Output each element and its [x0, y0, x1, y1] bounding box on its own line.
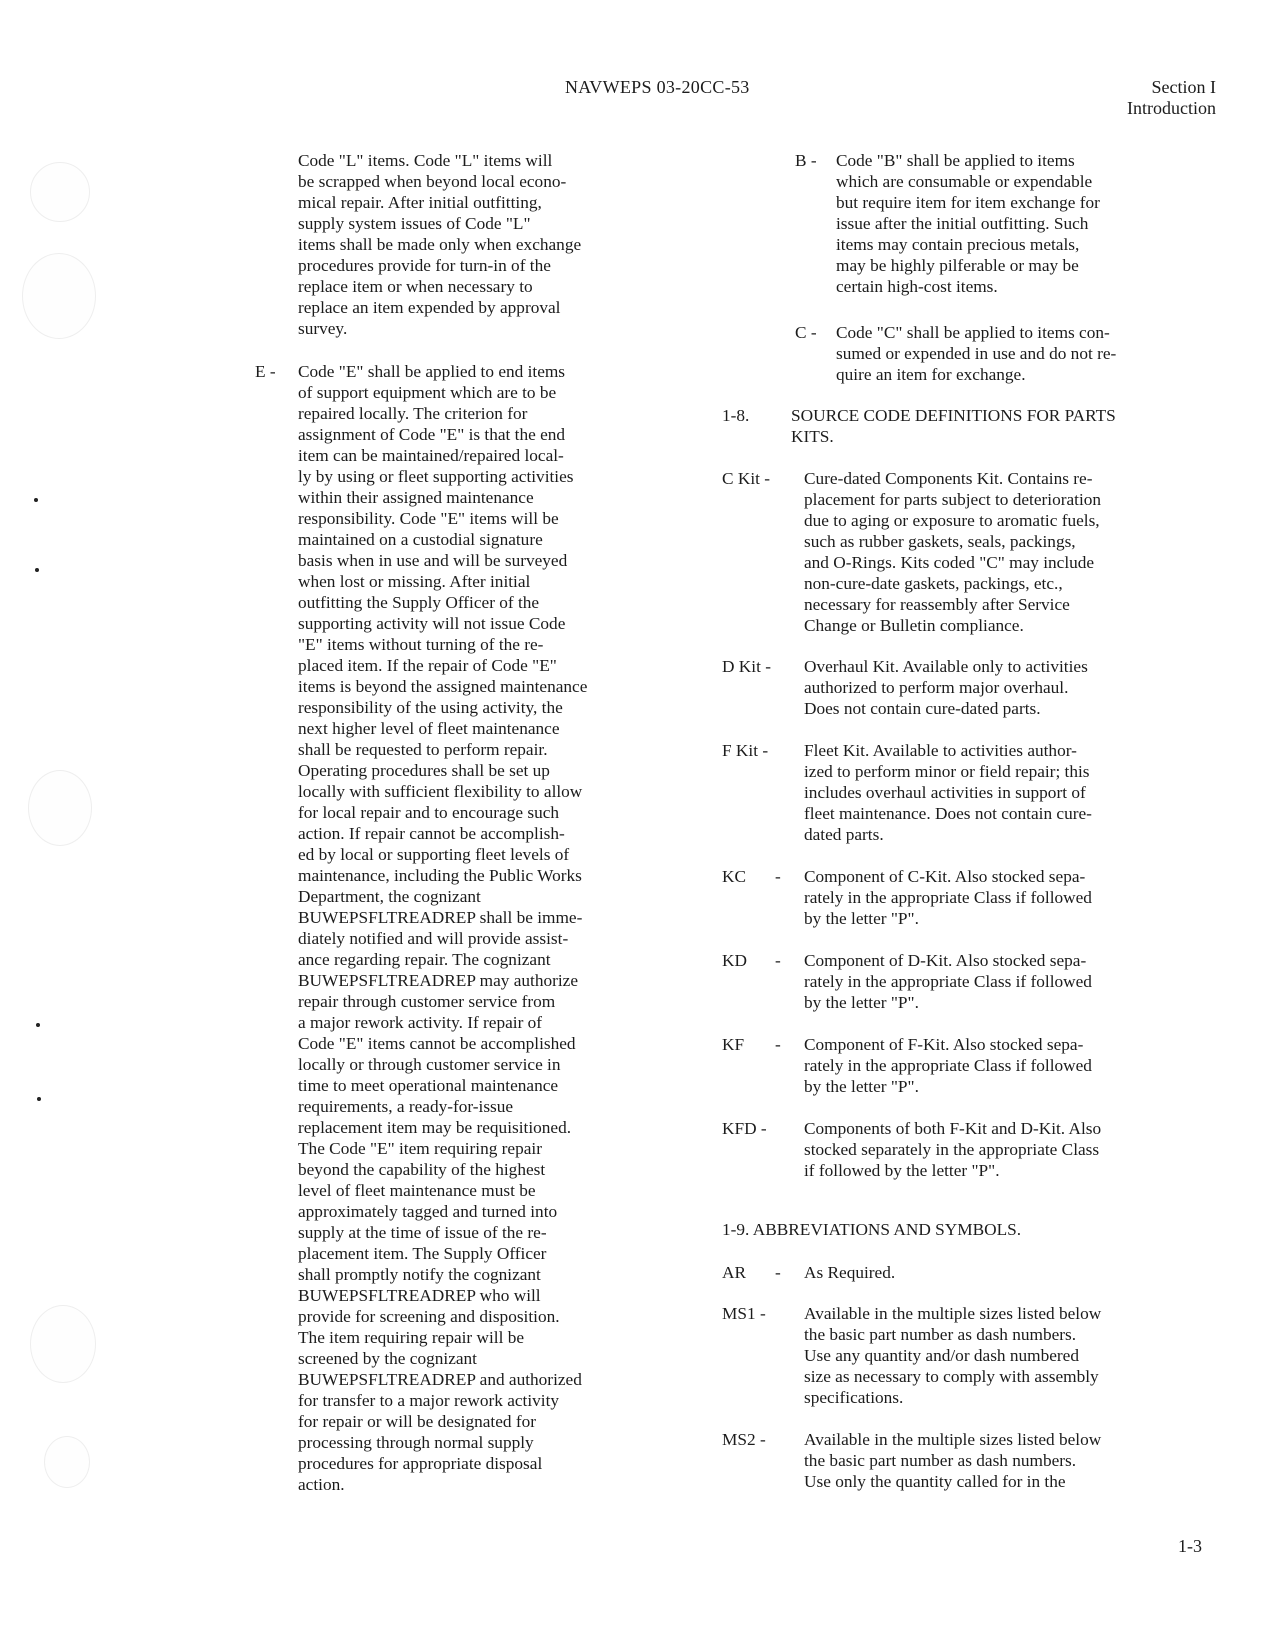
text-line: basis when in use and will be surveyed	[298, 551, 568, 570]
code-c-label: C -	[795, 323, 817, 342]
text-line: replace an item expended by approval	[298, 298, 561, 317]
text-line: ly by using or fleet supporting activities	[298, 467, 574, 486]
binder-hole-1	[30, 162, 90, 222]
text-line: Code "L" items. Code "L" items will	[298, 151, 553, 170]
text-line: KITS.	[791, 427, 834, 446]
text-line: which are consumable or expendable	[836, 172, 1093, 191]
text-line: rately in the appropriate Class if followed	[804, 1056, 1092, 1075]
text-line: certain high-cost items.	[836, 277, 998, 296]
text-line: Component of F-Kit. Also stocked sepa-	[804, 1035, 1084, 1054]
text-line: of support equipment which are to be	[298, 383, 557, 402]
text-line: beyond the capability of the highest	[298, 1160, 546, 1179]
section-1-8-number: 1-8.	[722, 406, 750, 425]
text-line: Cure-dated Components Kit. Contains re-	[804, 469, 1093, 488]
section-1-9-heading: 1-9. ABBREVIATIONS AND SYMBOLS.	[722, 1220, 1022, 1239]
text-line: due to aging or exposure to aromatic fuels,	[804, 511, 1100, 530]
text-line: BUWEPSFLTREADREP shall be imme-	[298, 908, 583, 927]
text-line: supply system issues of Code "L"	[298, 214, 531, 233]
text-line: Components of both F-Kit and D-Kit. Also	[804, 1119, 1102, 1138]
text-line: Code "B" shall be applied to items	[836, 151, 1075, 170]
d-kit-text	[804, 656, 1088, 719]
text-line: Change or Bulletin compliance.	[804, 616, 1024, 635]
text-line: for local repair and to encourage such	[298, 803, 560, 822]
text-line: rately in the appropriate Class if followed	[804, 888, 1092, 907]
text-line: requirements, a ready-for-issue	[298, 1097, 514, 1116]
kc-dash: -	[775, 867, 781, 886]
text-line: by the letter "P".	[804, 993, 919, 1012]
text-line: SOURCE CODE DEFINITIONS FOR PARTS	[791, 406, 1116, 425]
text-line: supporting activity will not issue Code	[298, 614, 566, 633]
d-kit-label: D Kit -	[722, 657, 771, 676]
code-c-text	[836, 322, 1116, 385]
section-1-8-heading	[791, 405, 1116, 447]
scan-speck	[35, 568, 39, 572]
text-line: Code "E" items cannot be accomplished	[298, 1034, 576, 1053]
text-line: time to meet operational maintenance	[298, 1076, 559, 1095]
text-line: specifications.	[804, 1388, 904, 1407]
scan-speck	[37, 1097, 41, 1101]
text-line: items shall be made only when exchange	[298, 235, 582, 254]
text-line: Fleet Kit. Available to activities author-	[804, 741, 1077, 760]
ar-dash: -	[775, 1263, 781, 1282]
text-line: placement for parts subject to deterioration	[804, 490, 1102, 509]
text-line: but require item for item exchange for	[836, 193, 1100, 212]
text-line: action. If repair cannot be accomplish-	[298, 824, 565, 843]
text-line: authorized to perform major overhaul.	[804, 678, 1069, 697]
text-line: maintenance, including the Public Works	[298, 866, 582, 885]
text-line: procedures provide for turn-in of the	[298, 256, 551, 275]
text-line: ance regarding repair. The cognizant	[298, 950, 551, 969]
text-line: dated parts.	[804, 825, 884, 844]
text-line: provide for screening and disposition.	[298, 1307, 560, 1326]
scan-speck	[34, 498, 38, 502]
text-line: and O-Rings. Kits coded "C" may include	[804, 553, 1095, 572]
ar-label: AR	[722, 1263, 747, 1282]
c-kit-text	[804, 468, 1101, 636]
text-line: if followed by the letter "P".	[804, 1161, 1000, 1180]
text-line: Component of C-Kit. Also stocked sepa-	[804, 867, 1086, 886]
code-l-continued	[298, 150, 581, 339]
kf-dash: -	[775, 1035, 781, 1054]
text-line: size as necessary to comply with assembly	[804, 1367, 1099, 1386]
text-line: procedures for appropriate disposal	[298, 1454, 543, 1473]
text-line: action.	[298, 1475, 345, 1494]
text-line: rately in the appropriate Class if followed	[804, 972, 1092, 991]
text-line: locally with sufficient flexibility to allow	[298, 782, 583, 801]
text-line: Code "C" shall be applied to items con-	[836, 323, 1110, 342]
text-line: approximately tagged and turned into	[298, 1202, 558, 1221]
document-number: NAVWEPS 03-20CC-53	[565, 77, 750, 97]
text-line: items may contain precious metals,	[836, 235, 1080, 254]
text-line: necessary for reassembly after Service	[804, 595, 1070, 614]
kd-label: KD	[722, 951, 747, 970]
text-line: includes overhaul activities in support of	[804, 783, 1086, 802]
text-line: items is beyond the assigned maintenance	[298, 677, 588, 696]
text-line: placed item. If the repair of Code "E"	[298, 656, 557, 675]
page-number: 1-3	[1178, 1536, 1202, 1556]
text-line: Component of D-Kit. Also stocked sepa-	[804, 951, 1087, 970]
text-line: stocked separately in the appropriate Class	[804, 1140, 1100, 1159]
ar-text	[804, 1262, 895, 1283]
text-line: repaired locally. The criterion for	[298, 404, 528, 423]
text-line: next higher level of fleet maintenance	[298, 719, 560, 738]
text-line: maintained on a custodial signature	[298, 530, 543, 549]
text-line: responsibility of the using activity, the	[298, 698, 563, 717]
text-line: mical repair. After initial outfitting,	[298, 193, 542, 212]
text-line: responsibility. Code "E" items will be	[298, 509, 559, 528]
text-line: Use only the quantity called for in the	[804, 1472, 1066, 1491]
text-line: BUWEPSFLTREADREP and authorized	[298, 1370, 582, 1389]
text-line: may be highly pilferable or may be	[836, 256, 1079, 275]
binder-hole-3	[28, 770, 92, 846]
kfd-text	[804, 1118, 1101, 1181]
kf-text	[804, 1034, 1092, 1097]
kc-label: KC	[722, 867, 747, 886]
scan-speck	[36, 1023, 40, 1027]
kd-text	[804, 950, 1092, 1013]
code-e-label: E -	[255, 362, 276, 381]
text-line: Department, the cognizant	[298, 887, 481, 906]
code-b-text	[836, 150, 1100, 297]
text-line: locally or through customer service in	[298, 1055, 561, 1074]
text-line: Does not contain cure-dated parts.	[804, 699, 1041, 718]
text-line: for repair or will be designated for	[298, 1412, 537, 1431]
text-line: for transfer to a major rework activity	[298, 1391, 560, 1410]
text-line: As Required.	[804, 1263, 896, 1282]
text-line: shall be requested to perform repair.	[298, 740, 548, 759]
text-line: the basic part number as dash numbers.	[804, 1325, 1077, 1344]
text-line: processing through normal supply	[298, 1433, 534, 1452]
text-line: when lost or missing. After initial	[298, 572, 531, 591]
text-line: assignment of Code "E" is that the end	[298, 425, 566, 444]
text-line: Overhaul Kit. Available only to activities	[804, 657, 1088, 676]
text-line: placement item. The Supply Officer	[298, 1244, 547, 1263]
text-line: the basic part number as dash numbers.	[804, 1451, 1077, 1470]
ms1-label: MS1 -	[722, 1304, 766, 1323]
text-line: issue after the initial outfitting. Such	[836, 214, 1089, 233]
text-line: replacement item may be requisitioned.	[298, 1118, 572, 1137]
text-line: The item requiring repair will be	[298, 1328, 525, 1347]
binder-hole-4	[30, 1305, 96, 1383]
section-number: Section I	[1151, 77, 1216, 97]
text-line: level of fleet maintenance must be	[298, 1181, 536, 1200]
binder-hole-5	[44, 1436, 90, 1488]
kd-dash: -	[775, 951, 781, 970]
section-heading	[1127, 77, 1216, 119]
text-line: a major rework activity. If repair of	[298, 1013, 543, 1032]
code-e-text	[298, 361, 587, 1495]
f-kit-text	[804, 740, 1092, 845]
text-line: repair through customer service from	[298, 992, 556, 1011]
text-line: "E" items without turning of the re-	[298, 635, 544, 654]
text-line: by the letter "P".	[804, 909, 919, 928]
text-line: within their assigned maintenance	[298, 488, 534, 507]
text-line: screened by the cognizant	[298, 1349, 477, 1368]
text-line: Available in the multiple sizes listed below	[804, 1430, 1102, 1449]
text-line: The Code "E" item requiring repair	[298, 1139, 542, 1158]
text-line: supply at the time of issue of the re-	[298, 1223, 547, 1242]
text-line: Available in the multiple sizes listed below	[804, 1304, 1102, 1323]
text-line: Code "E" shall be applied to end items	[298, 362, 566, 381]
text-line: fleet maintenance. Does not contain cure-	[804, 804, 1092, 823]
text-line: Operating procedures shall be set up	[298, 761, 550, 780]
text-line: by the letter "P".	[804, 1077, 919, 1096]
ms2-label: MS2 -	[722, 1430, 766, 1449]
kfd-label: KFD -	[722, 1119, 767, 1138]
text-line: non-cure-date gaskets, packings, etc.,	[804, 574, 1063, 593]
ms2-text	[804, 1429, 1101, 1492]
text-line: BUWEPSFLTREADREP may authorize	[298, 971, 579, 990]
kf-label: KF	[722, 1035, 745, 1054]
text-line: ed by local or supporting fleet levels of	[298, 845, 570, 864]
section-title: Introduction	[1127, 98, 1216, 118]
text-line: item can be maintained/repaired local-	[298, 446, 564, 465]
text-line: ized to perform minor or field repair; this	[804, 762, 1090, 781]
text-line: diately notified and will provide assist-	[298, 929, 569, 948]
text-line: outfitting the Supply Officer of the	[298, 593, 540, 612]
text-line: be scrapped when beyond local econo-	[298, 172, 567, 191]
text-line: survey.	[298, 319, 348, 338]
text-line: replace item or when necessary to	[298, 277, 533, 296]
ms1-text	[804, 1303, 1101, 1408]
text-line: shall promptly notify the cognizant	[298, 1265, 541, 1284]
kc-text	[804, 866, 1092, 929]
code-b-label: B -	[795, 151, 817, 170]
text-line: Use any quantity and/or dash numbered	[804, 1346, 1079, 1365]
binder-hole-2	[22, 253, 96, 339]
text-line: BUWEPSFLTREADREP who will	[298, 1286, 541, 1305]
text-line: such as rubber gaskets, seals, packings,	[804, 532, 1076, 551]
text-line: quire an item for exchange.	[836, 365, 1026, 384]
c-kit-label: C Kit -	[722, 469, 771, 488]
text-line: sumed or expended in use and do not re-	[836, 344, 1117, 363]
f-kit-label: F Kit -	[722, 741, 769, 760]
